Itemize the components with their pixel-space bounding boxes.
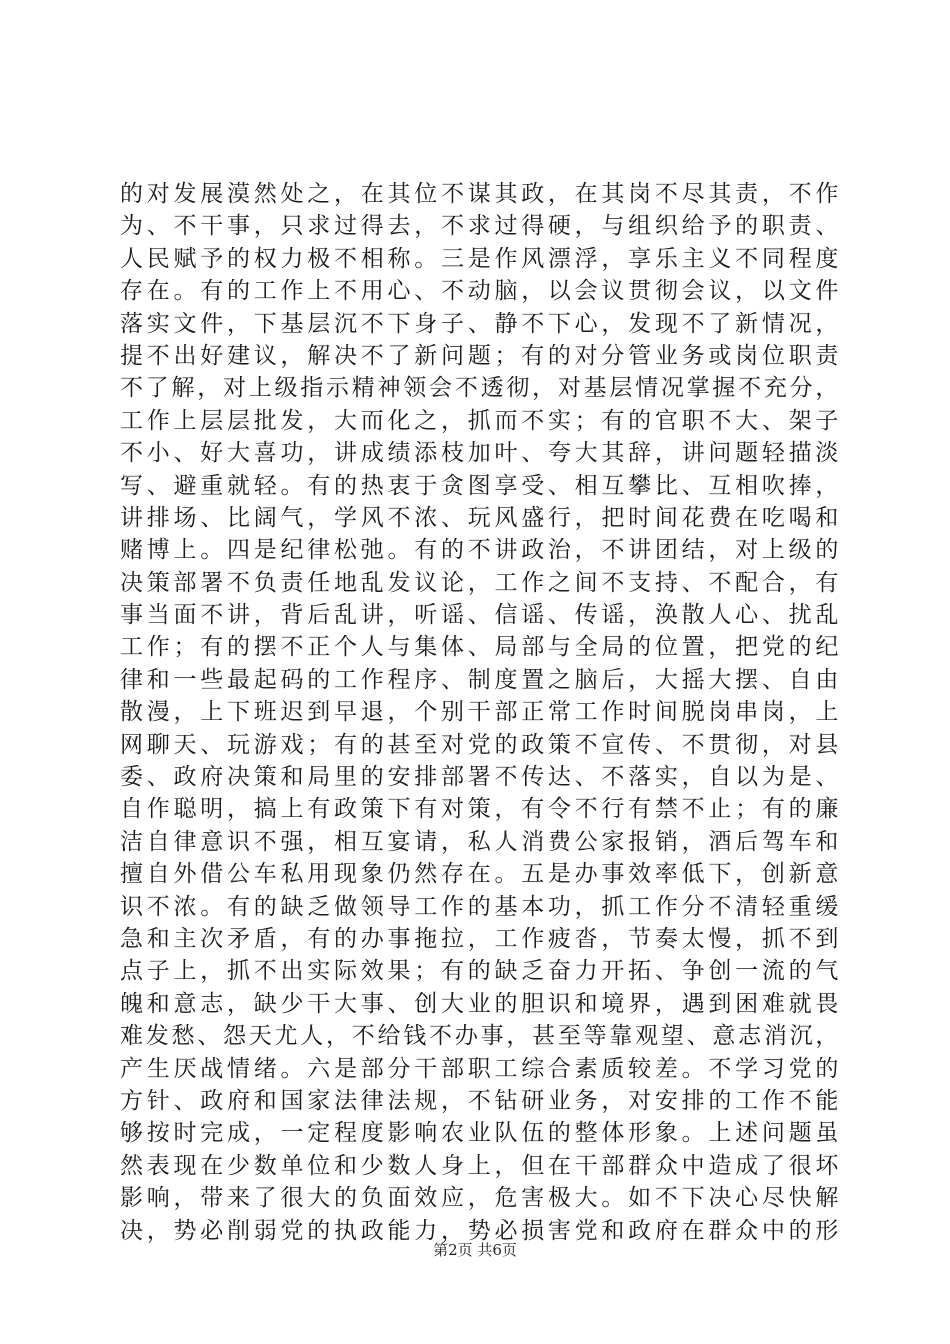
text-line: 点子上，抓不出实际效果；有的缺乏奋力开拓、争创一流的气 (120, 958, 840, 985)
text-line: 写、避重就轻。有的热衷于贪图享受、相互攀比、互相吹捧， (120, 472, 840, 499)
text-line: 委、政府决策和局里的安排部署不传达、不落实，自以为是、 (120, 764, 840, 791)
text-line: 洁自律意识不强，相互宴请，私人消费公家报销，酒后驾车和 (120, 828, 840, 855)
text-line: 自作聪明，搞上有政策下有对策，有令不行有禁不止；有的廉 (120, 796, 840, 823)
body-text (120, 178, 840, 1247)
text-line: 决，势必削弱党的执政能力，势必损害党和政府在群众中的形 (120, 1217, 840, 1244)
text-line: 急和主次矛盾，有的办事拖拉，工作疲沓，节奏太慢，抓不到 (120, 925, 840, 952)
text-line: 提不出好建议，解决不了新问题；有的对分管业务或岗位职责 (120, 342, 840, 369)
text-line: 魄和意志，缺少干大事、创大业的胆识和境界，遇到困难就畏 (120, 990, 840, 1017)
text-line: 工作上层层批发，大而化之，抓而不实；有的官职不大、架子 (120, 407, 840, 434)
text-line: 网聊天、玩游戏；有的甚至对党的政策不宣传、不贯彻，对县 (120, 731, 840, 758)
text-line: 擅自外借公车私用现象仍然存在。五是办事效率低下，创新意 (120, 861, 840, 888)
text-line: 人民赋予的权力极不相称。三是作风漂浮，享乐主义不同程度 (120, 245, 840, 272)
text-line: 事当面不讲，背后乱讲，听谣、信谣、传谣，涣散人心、扰乱 (120, 602, 840, 629)
text-line: 的对发展漠然处之，在其位不谋其政，在其岗不尽其责，不作 (120, 181, 840, 207)
text-line: 讲排场、比阔气，学风不浓、玩风盛行，把时间花费在吃喝和 (120, 504, 840, 531)
text-line: 然表现在少数单位和少数人身上，但在干部群众中造成了很坏 (120, 1152, 840, 1179)
text-line: 赌博上。四是纪律松弛。有的不讲政治，不讲团结，对上级的 (120, 537, 840, 564)
text-line: 律和一些最起码的工作程序、制度置之脑后，大摇大摆、自由 (120, 666, 840, 693)
text-line: 落实文件，下基层沉不下身子、静不下心，发现不了新情况， (120, 310, 840, 337)
text-line: 方针、政府和国家法律法规，不钻研业务，对安排的工作不能 (120, 1087, 840, 1114)
page-footer: 第2页 共6页 (433, 1241, 517, 1259)
text-line: 不小、好大喜功，讲成绩添枝加叶、夸大其辞，讲问题轻描淡 (120, 440, 840, 467)
text-line: 存在。有的工作上不用心、不动脑，以会议贯彻会议，以文件 (120, 278, 840, 305)
text-line: 影响，带来了很大的负面效应，危害极大。如不下决心尽快解 (120, 1185, 840, 1212)
text-line: 不了解，对上级指示精神领会不透彻，对基层情况掌握不充分， (120, 375, 840, 402)
text-line: 识不浓。有的缺乏做领导工作的基本功，抓工作分不清轻重缓 (120, 893, 840, 920)
text-line: 够按时完成，一定程度影响农业队伍的整体形象。上述问题虽 (120, 1120, 840, 1147)
text-line: 难发愁、怨天尤人，不给钱不办事，甚至等靠观望、意志消沉， (120, 1023, 840, 1050)
text-line: 决策部署不负责任地乱发议论，工作之间不支持、不配合，有 (120, 569, 840, 596)
text-line: 产生厌战情绪。六是部分干部职工综合素质较差。不学习党的 (120, 1055, 840, 1082)
text-line: 散漫，上下班迟到早退，个别干部正常工作时间脱岗串岗，上 (120, 699, 840, 726)
text-line: 为、不干事，只求过得去，不求过得硬，与组织给予的职责、 (120, 213, 840, 240)
text-line: 工作；有的摆不正个人与集体、局部与全局的位置，把党的纪 (120, 634, 840, 661)
